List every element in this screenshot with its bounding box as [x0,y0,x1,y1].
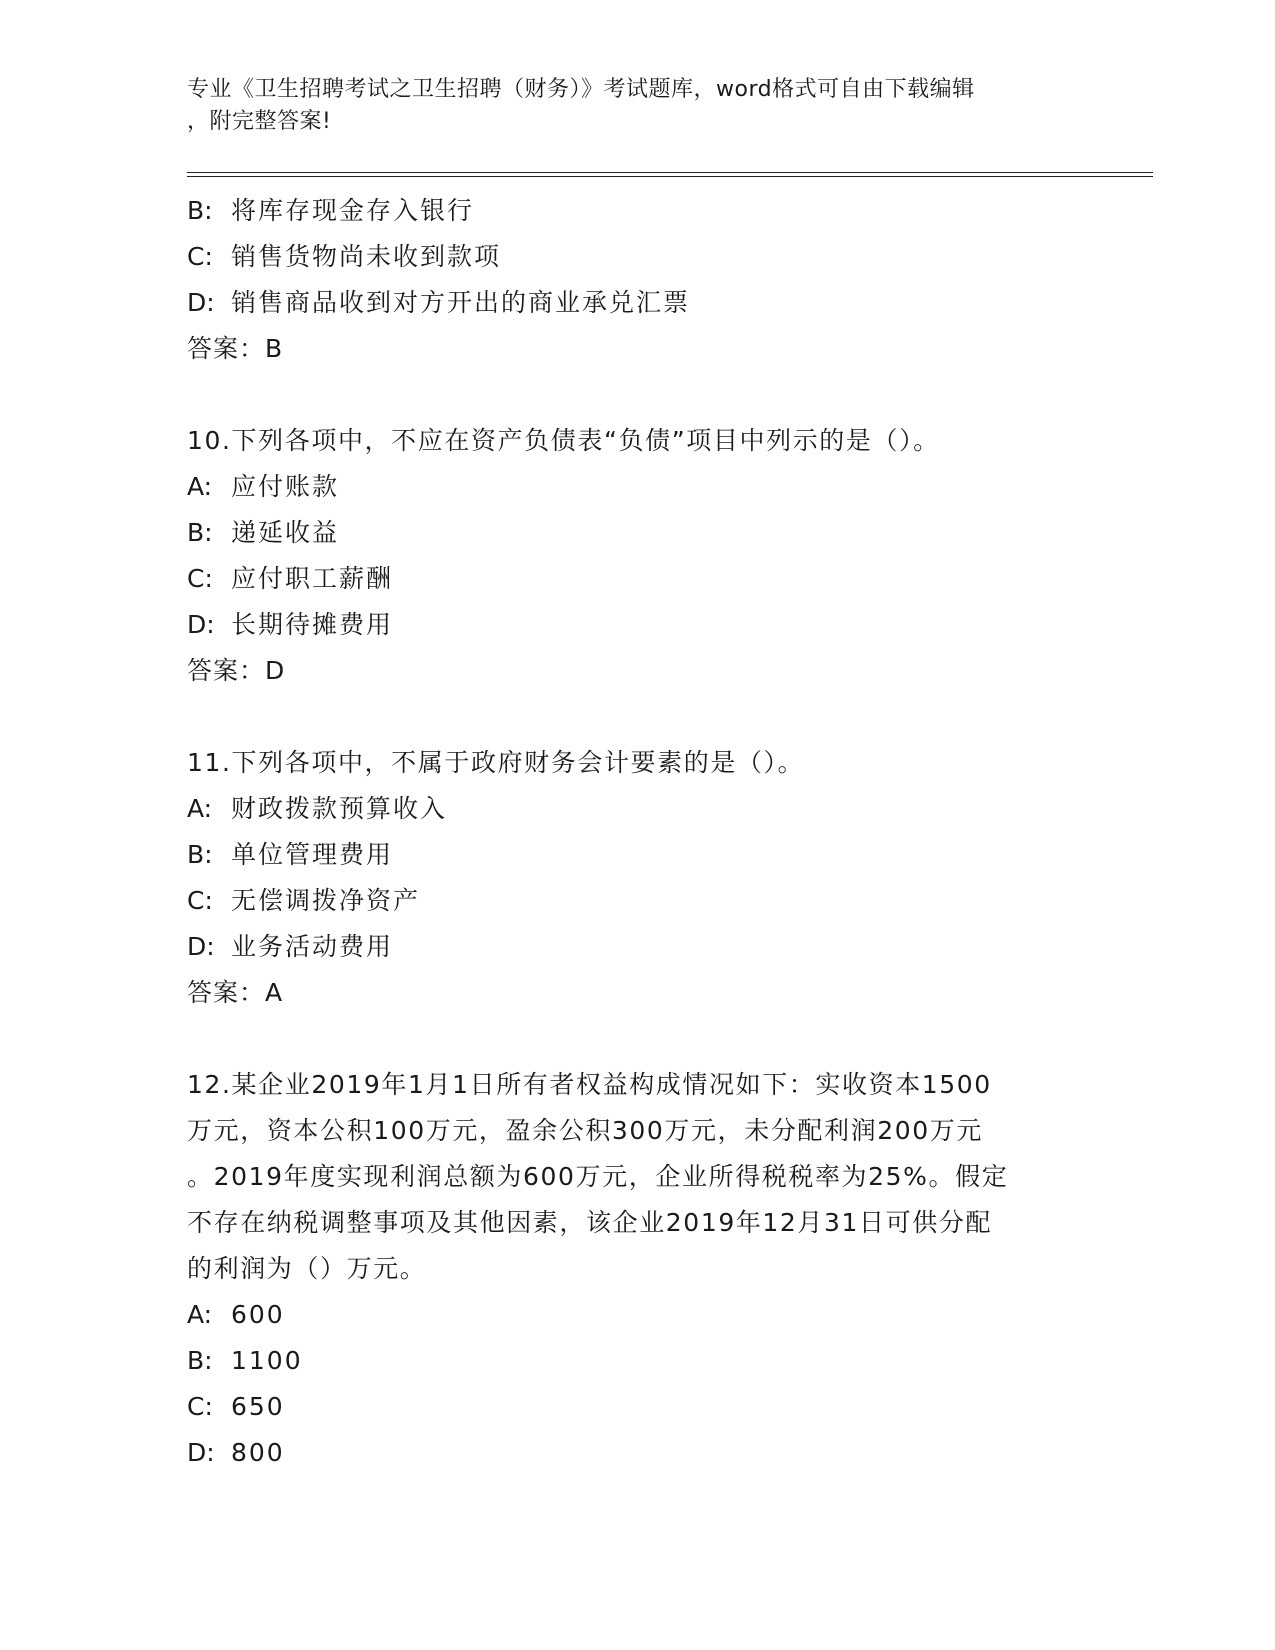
option-text: 长期待摊费用 [231,610,394,639]
document-header [187,74,1067,138]
spacer [187,1016,1107,1062]
option-b [187,832,1107,878]
option-text: 应付职工薪酬 [231,564,394,593]
question-12 [187,1062,1107,1476]
option-text: 600 [231,1300,285,1329]
option-a [187,1292,1107,1338]
question-stem-line: 不存在纳税调整事项及其他因素，该企业2019年12月31日可供分配 [187,1208,993,1237]
option-text: 销售商品收到对方开出的商业承兑汇票 [231,288,691,317]
option-c [187,1384,1107,1430]
option-key: B: [187,196,213,225]
header-line-1: 专业《卫生招聘考试之卫生招聘（财务）》考试题库，word格式可自由下载编辑 [187,77,975,102]
option-key: D: [187,932,215,961]
option-key: B: [187,518,213,547]
option-key: B: [187,840,213,869]
question-stem-line: 万元，资本公积100万元，盈余公积300万元，未分配利润200万元 [187,1116,983,1145]
option-key: A: [187,472,213,501]
question-9-tail [187,188,1107,372]
option-a [187,786,1107,832]
question-stem-line: 。2019年度实现利润总额为600万元，企业所得税税率为25%。假定 [187,1162,1009,1191]
question-stem: 11.下列各项中，不属于政府财务会计要素的是（）。 [187,748,805,777]
option-c [187,556,1107,602]
option-b [187,510,1107,556]
answer: 答案：A [187,978,284,1007]
option-text: 应付账款 [231,472,340,501]
option-text: 1100 [231,1346,303,1375]
option-b [187,188,1107,234]
question-10 [187,418,1107,694]
spacer [187,372,1107,418]
answer: 答案：D [187,656,286,685]
option-key: A: [187,1300,213,1329]
option-d [187,1430,1107,1476]
option-a [187,464,1107,510]
option-key: D: [187,288,215,317]
option-d [187,924,1107,970]
option-d [187,280,1107,326]
question-11 [187,740,1107,1016]
option-text: 销售货物尚未收到款项 [231,242,502,271]
option-text: 递延收益 [231,518,340,547]
spacer [187,694,1107,740]
option-key: C: [187,1392,213,1421]
header-rule-bottom [187,176,1153,177]
option-key: B: [187,1346,213,1375]
option-key: C: [187,564,213,593]
option-text: 800 [231,1438,285,1467]
option-text: 将库存现金存入银行 [231,196,475,225]
option-c [187,234,1107,280]
option-b [187,1338,1107,1384]
option-key: D: [187,1438,215,1467]
question-stem-line: 的利润为（）万元。 [187,1254,427,1283]
option-text: 财政拨款预算收入 [231,794,448,823]
question-stem: 10.下列各项中，不应在资产负债表“负债”项目中列示的是（）。 [187,426,940,455]
option-key: D: [187,610,215,639]
option-key: C: [187,242,213,271]
option-text: 无偿调拨净资产 [231,886,421,915]
question-list [187,188,1107,1476]
question-stem-line: 12.某企业2019年1月1日所有者权益构成情况如下：实收资本1500 [187,1070,992,1099]
header-line-2: ，附完整答案! [187,109,332,134]
option-text: 650 [231,1392,285,1421]
header-rule-top [187,172,1153,173]
answer: 答案：B [187,334,284,363]
option-text: 单位管理费用 [231,840,394,869]
option-c [187,878,1107,924]
option-text: 业务活动费用 [231,932,394,961]
option-d [187,602,1107,648]
option-key: A: [187,794,213,823]
option-key: C: [187,886,213,915]
